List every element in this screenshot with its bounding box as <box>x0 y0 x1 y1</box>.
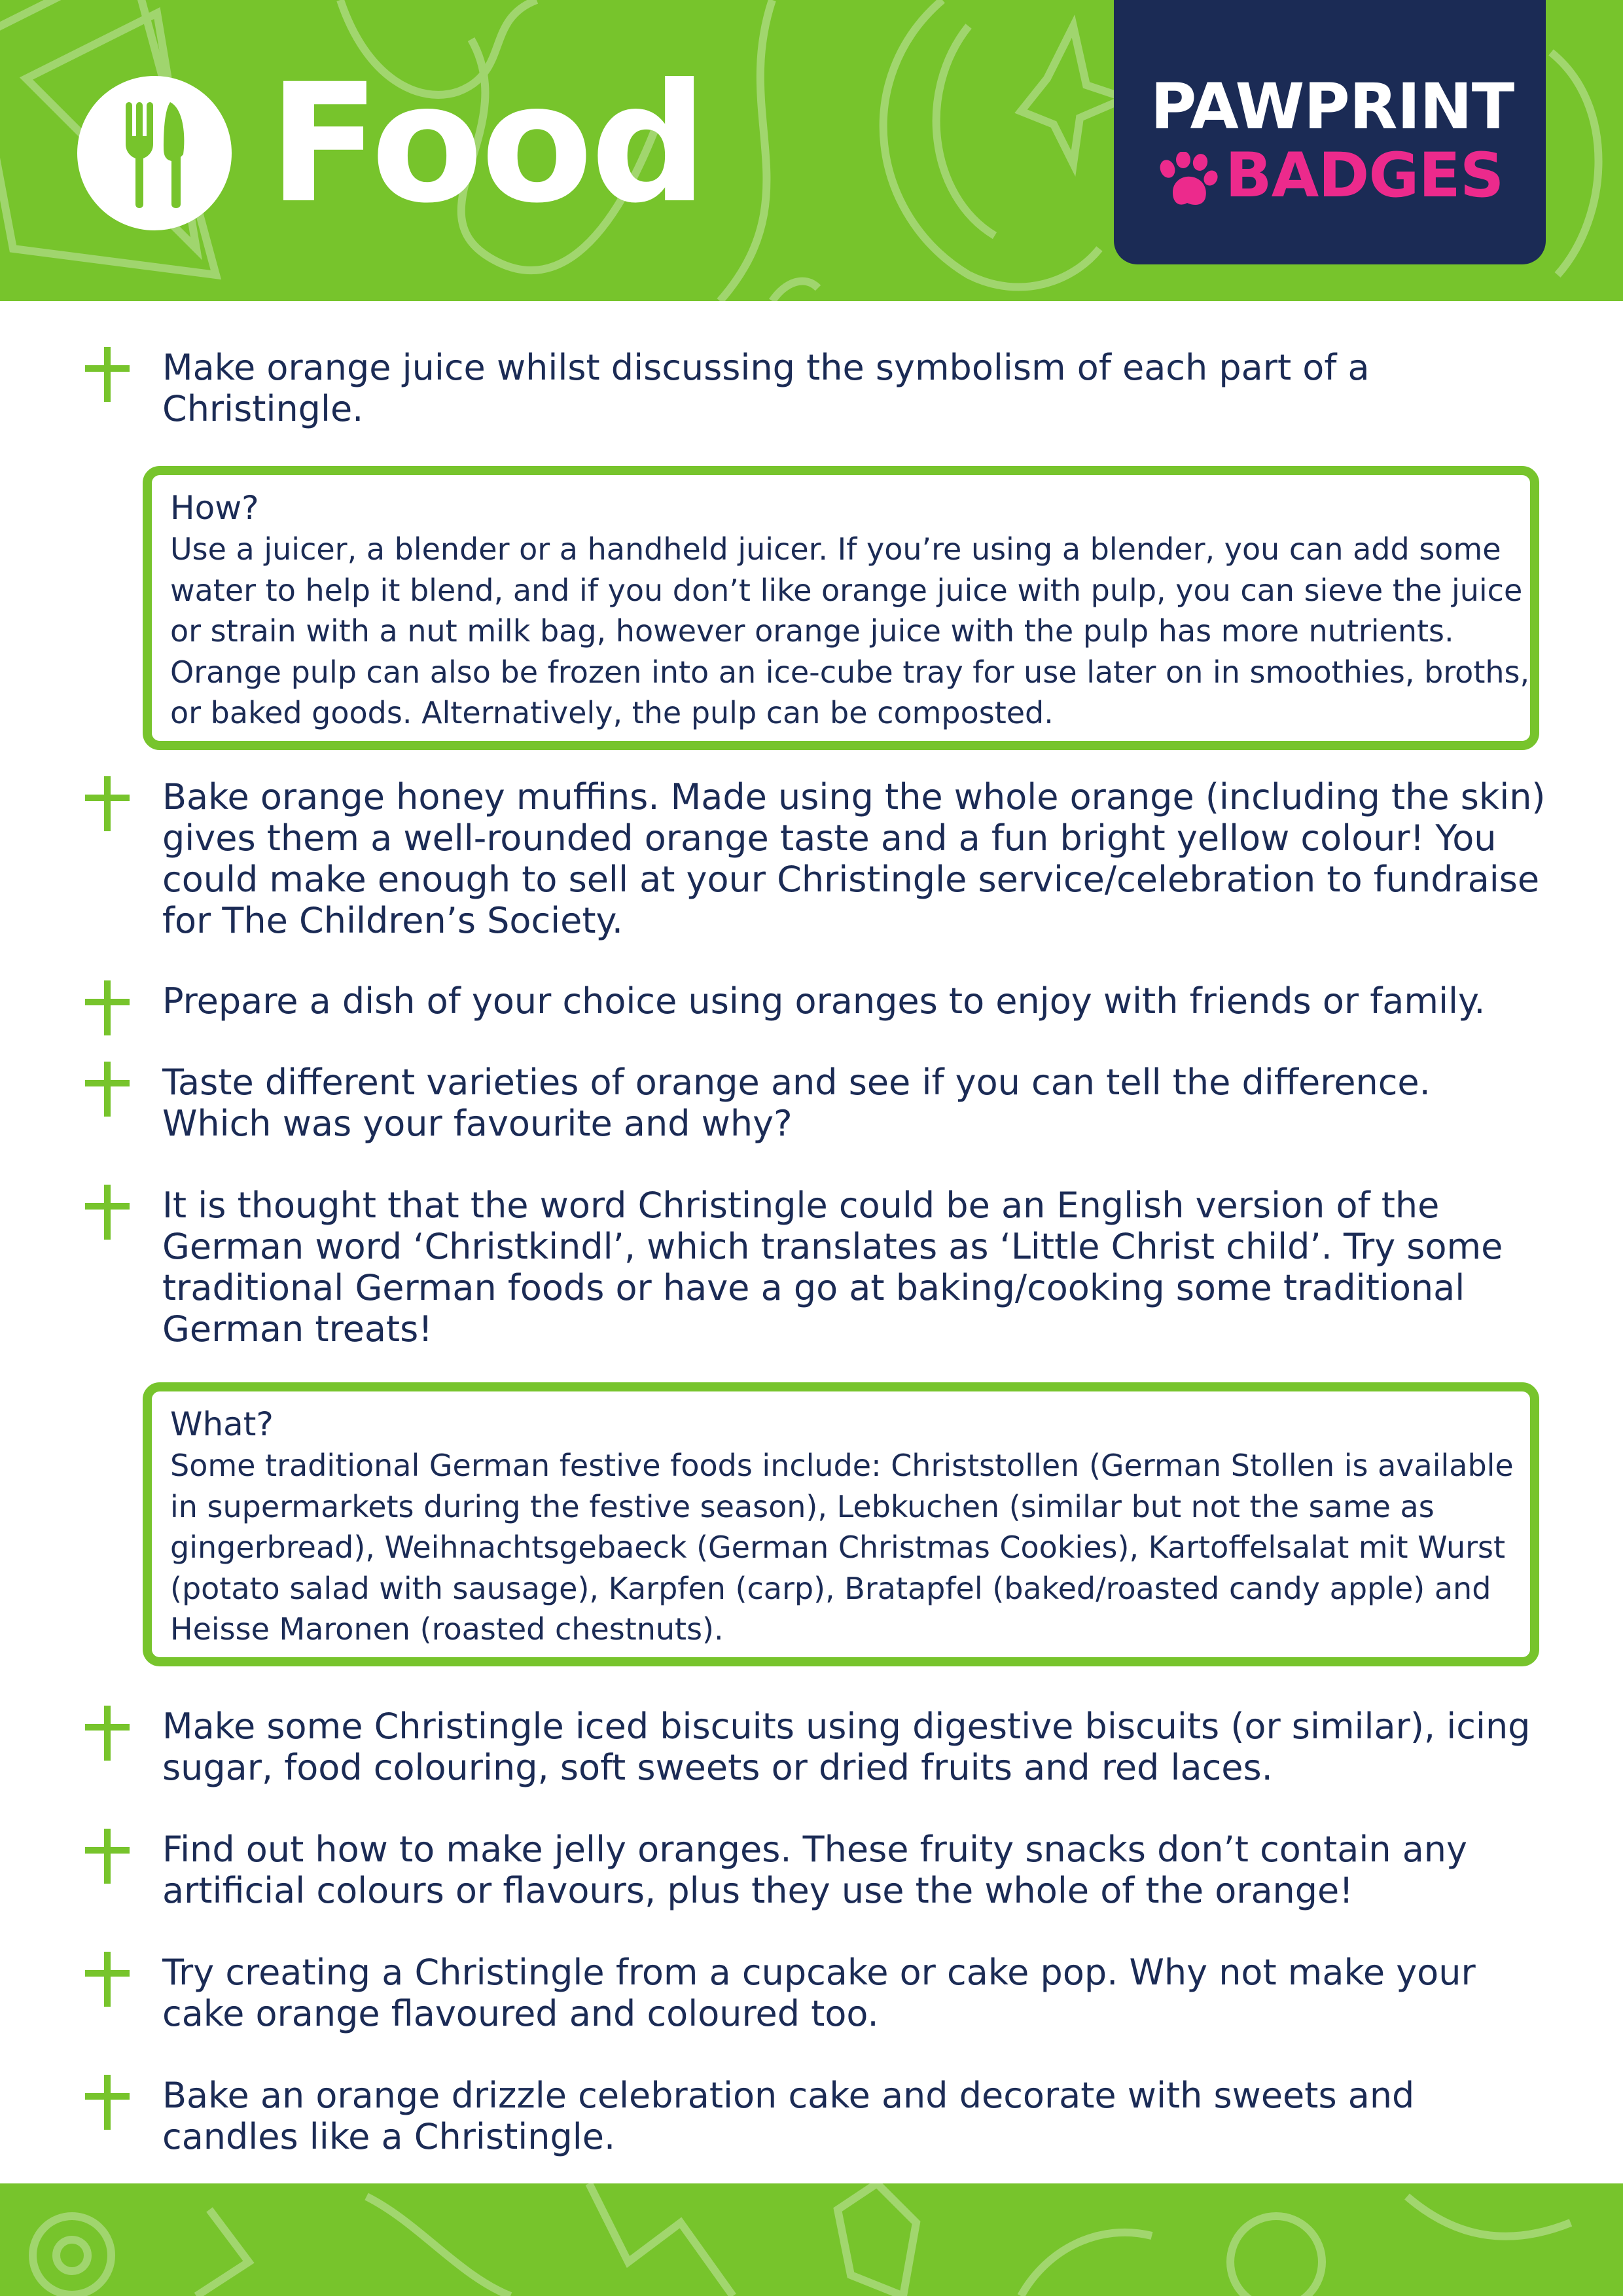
paw-icon <box>1154 152 1220 211</box>
logo-text-pawprint: PAWPRINT <box>1150 70 1514 143</box>
header-banner <box>0 0 1623 301</box>
cross-icon <box>85 776 130 831</box>
activity-text: Bake an orange drizzle celebration cake and decorate with sweets and candles like a Christingle. <box>162 2075 1415 2157</box>
what-heading: What? <box>170 1405 274 1443</box>
activity-text: Prepare a dish of your choice using oranges to enjoy with friends or family. <box>162 980 1486 1022</box>
footer-decoration <box>0 2183 1623 2296</box>
how-body: Use a juicer, a blender or a handheld juicer. If you’re using a blender, you can add some water to help it blend, and if you don’t like orange juice with pulp, you can sieve the juice or strain with a nut milk bag, however orange juice with the pulp has more nutrients. Orange pulp can also be frozen into an ice-cube tray for use later on in smoothies, broths, or baked goods. Alternatively, the pulp can be composted. <box>170 531 1530 730</box>
fork-knife-icon <box>77 76 232 230</box>
page-title: Food <box>268 48 705 239</box>
activity-text: Make orange juice whilst discussing the symbolism of each part of a Christingle. <box>162 347 1370 429</box>
pawprint-badges-logo <box>1114 0 1546 264</box>
activity-text: Make some Christingle iced biscuits using digestive biscuits (or similar), icing sugar, food colouring, soft sweets or dried fruits and red laces. <box>162 1706 1531 1788</box>
activity-text: Find out how to make jelly oranges. These fruity snacks don’t contain any artificial colours or flavours, plus they use the whole of the orange! <box>162 1829 1467 1911</box>
cross-icon <box>85 980 130 1035</box>
how-heading: How? <box>170 489 259 527</box>
cross-icon <box>85 1185 130 1240</box>
cross-icon <box>85 1952 130 2007</box>
what-box <box>143 1382 1539 1666</box>
cross-icon <box>85 2075 130 2130</box>
activity-text: It is thought that the word Christingle could be an English version of the German word ‘Christkindl’, which translates as ‘Little Christ child’. Try some traditional German foods or have a go at baking/cooking some traditional German treats! <box>162 1185 1503 1350</box>
what-body: Some traditional German festive foods include: Christstollen (German Stollen is available in supermarkets during the festive season), Lebkuchen (similar but not the same as gingerbread), Weihnachtsgebaeck (German Christmas Cookies), Kartoffelsalat mit Wurst (potato salad with sausage), Karpfen (carp), Bratapfel (baked/roasted candy apple) and Heisse Maronen (roasted chestnuts). <box>170 1448 1514 1647</box>
cross-icon <box>85 1706 130 1761</box>
cross-icon <box>85 1062 130 1117</box>
how-box <box>143 466 1539 750</box>
logo-text-badges: BADGES <box>1225 140 1504 211</box>
cross-icon <box>85 1829 130 1884</box>
activity-text: Try creating a Christingle from a cupcake or cake pop. Why not make your cake orange flavoured and coloured too. <box>162 1952 1476 2034</box>
activity-text: Taste different varieties of orange and see if you can tell the difference. Which was your favourite and why? <box>162 1062 1431 1144</box>
footer-banner <box>0 2183 1623 2296</box>
cross-icon <box>85 347 130 402</box>
activity-text: Bake orange honey muffins. Made using the whole orange (including the skin) gives them a well-rounded orange taste and a fun bright yellow colour! You could make enough to sell at your Christingle service/celebration to fundraise for The Children’s Society. <box>162 776 1546 941</box>
